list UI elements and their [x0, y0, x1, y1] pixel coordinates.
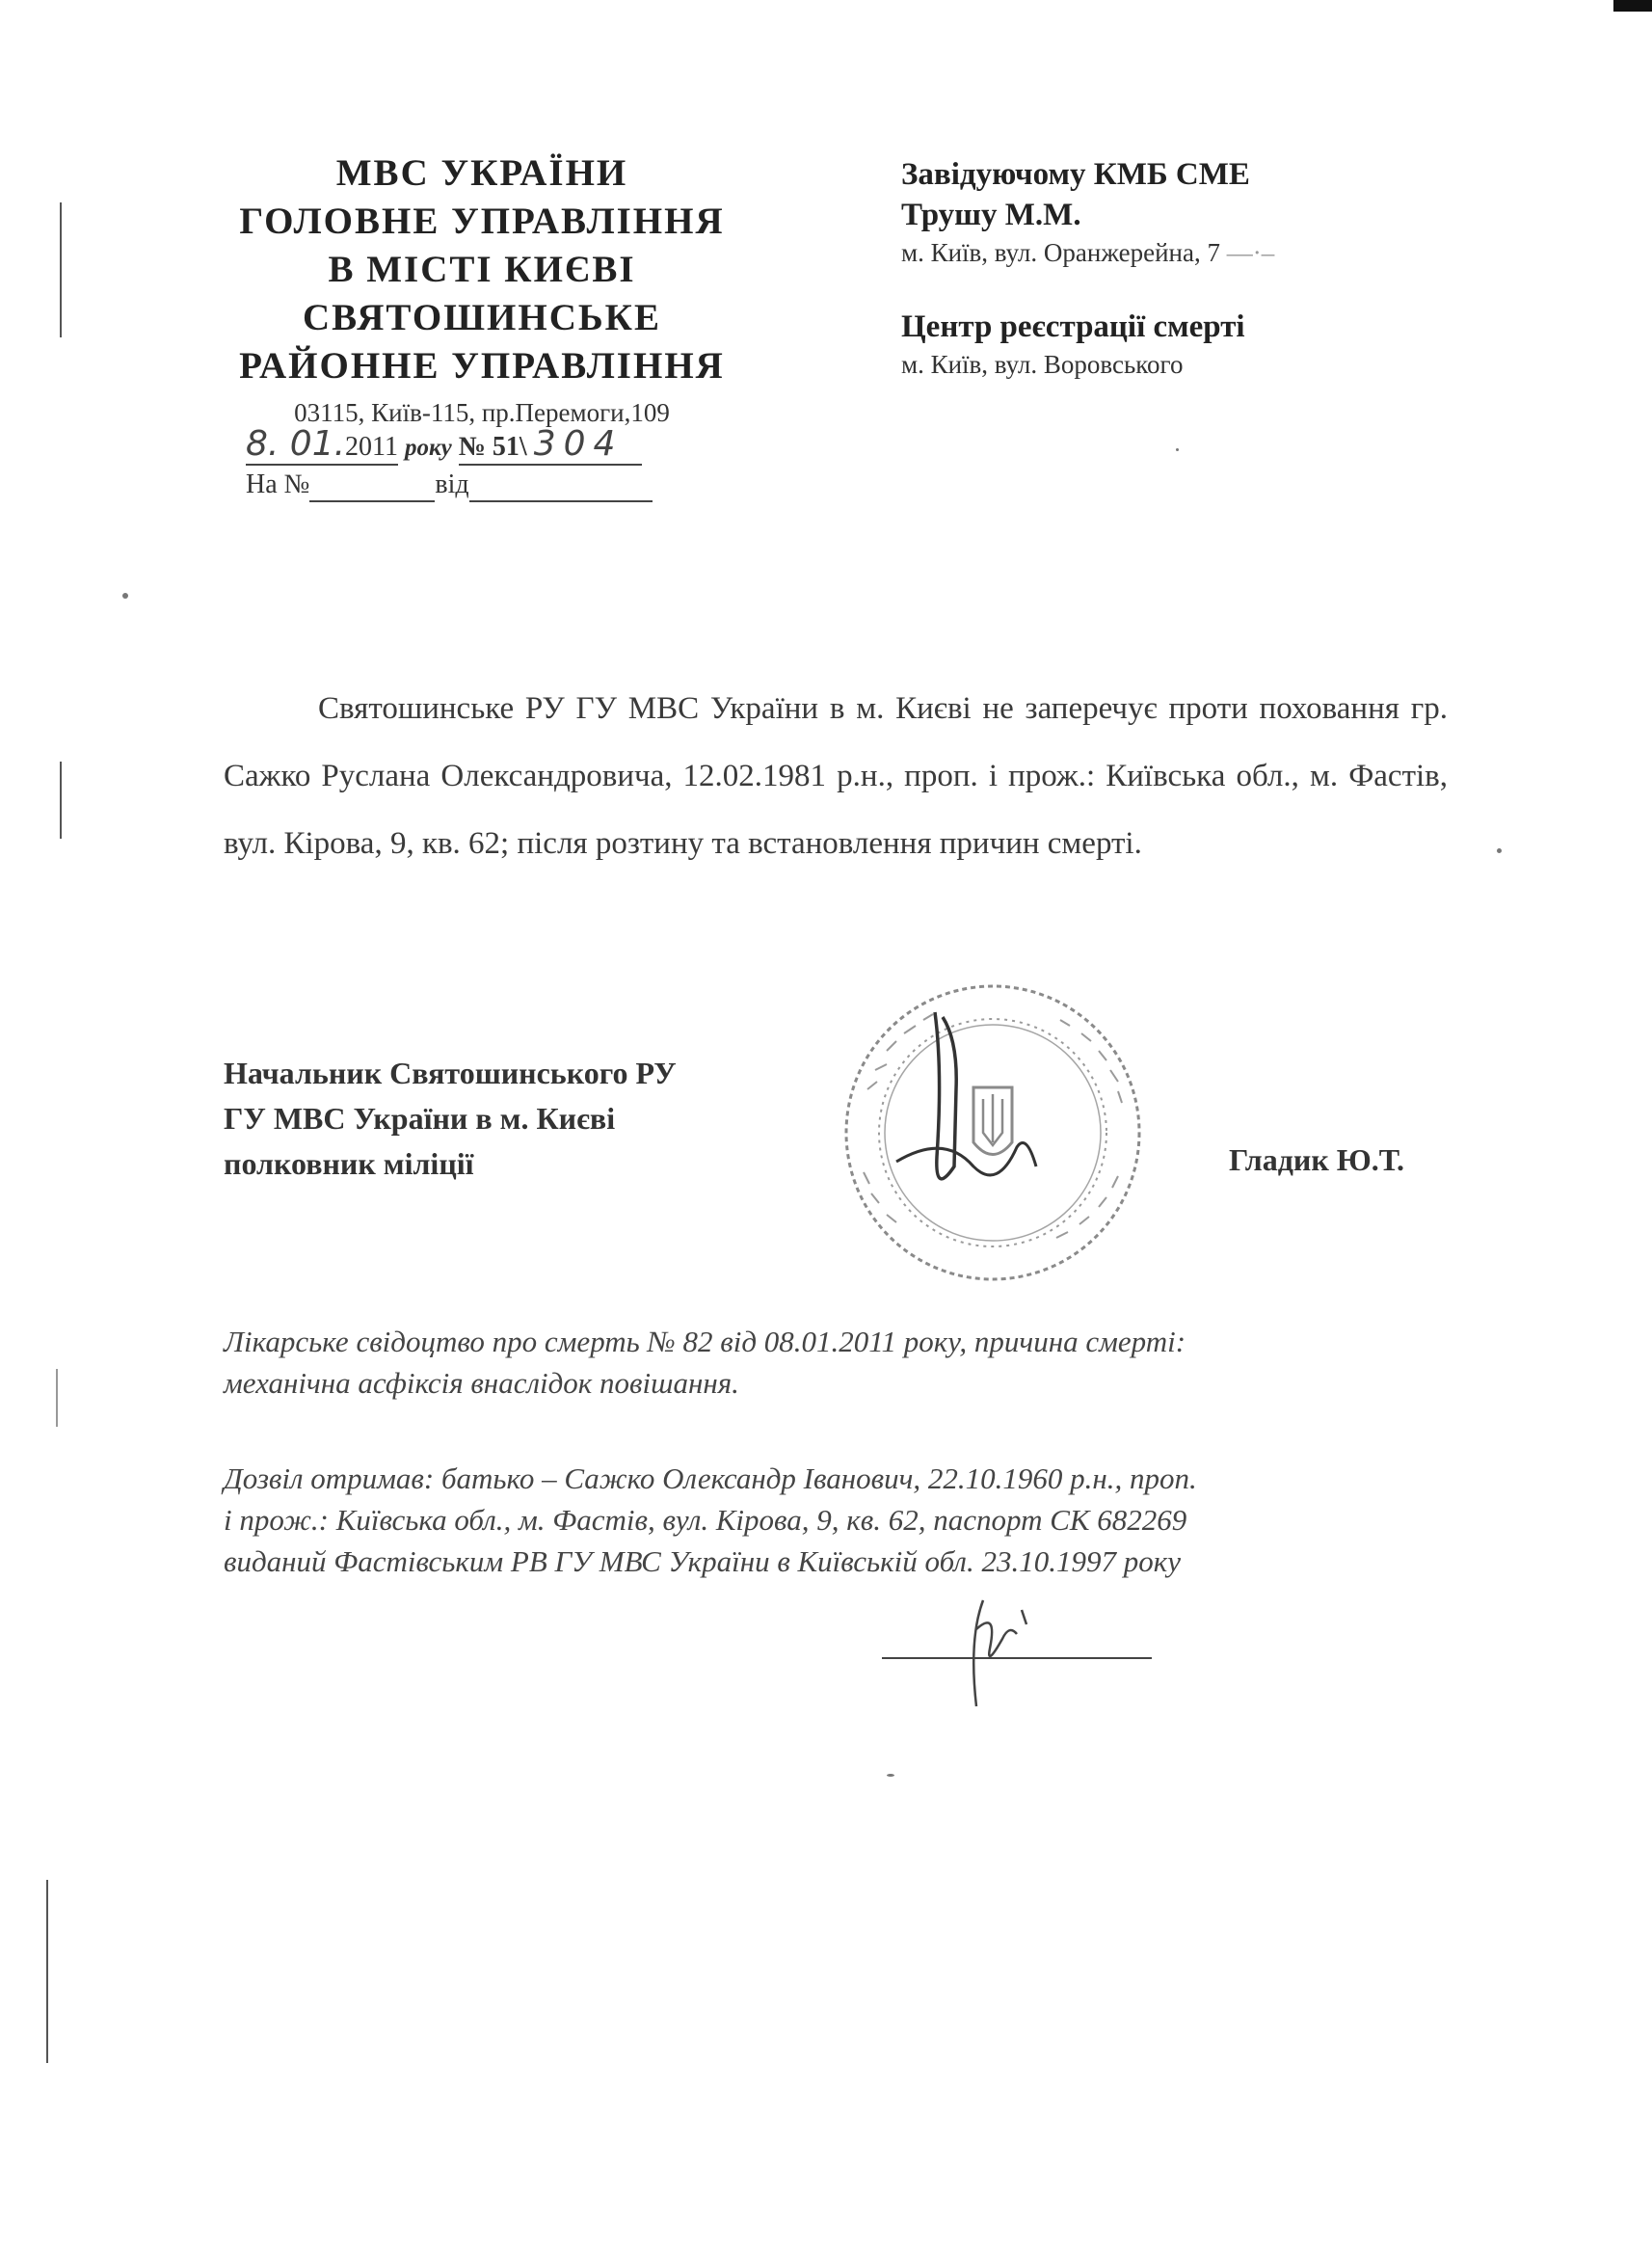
sender-line-city: В МІСТІ КИЄВІ — [328, 249, 636, 290]
scan-margin-line — [60, 202, 62, 337]
scan-speck — [887, 1774, 894, 1777]
reference-label: На № — [246, 469, 310, 499]
reference-date-blank — [469, 469, 653, 502]
sender-line-main-directorate: ГОЛОВНЕ УПРАВЛІННЯ — [239, 201, 725, 242]
permit-line-1: Дозвіл отримав: батько – Сажко Олександр Іванович, 22.10.1960 р.н., проп. — [224, 1461, 1197, 1495]
recipient-registry-address: м. Київ, вул. Воровського — [901, 350, 1184, 379]
scan-edge-artifact — [1613, 0, 1652, 12]
recipient-address: м. Київ, вул. Оранжерейна, 7 —·– — [901, 238, 1275, 267]
signer-position: Начальник Святошинського РУ — [224, 1056, 677, 1090]
registration-number-prefix: № 51\ — [458, 432, 527, 462]
reference-from-label: від — [435, 469, 469, 499]
sender-line-district-directorate: РАЙОННЕ УПРАВЛІННЯ — [239, 345, 725, 387]
permit-line-2: і прож.: Київська обл., м. Фастів, вул. Кірова, 9, кв. 62, паспорт СК 682269 — [224, 1503, 1187, 1537]
recipient-title: Завідуючому КМБ СМЕ — [901, 157, 1250, 192]
signer-name: Гладик Ю.Т. — [1229, 1142, 1404, 1177]
registration-line — [246, 424, 642, 466]
registration-year-suffix: року — [405, 435, 452, 461]
scan-speck — [1176, 448, 1179, 451]
sender-line-ministry: МВС УКРАЇНИ — [335, 152, 628, 194]
death-certificate-note — [224, 1321, 1477, 1404]
signer-rank: полковник міліції — [224, 1146, 474, 1181]
reference-line — [246, 469, 653, 502]
scan-margin-line — [56, 1369, 58, 1427]
body-paragraph: Святошинське РУ ГУ МВС України в м. Києві не заперечує проти поховання гр. Сажко Руслана Олександровича, 12.02.1981 р.н., проп. і прож.: Київська обл., м. Фастів, вул. Кірова, 9, кв. 62; після розтину та встановлення причин смерті. — [224, 691, 1448, 861]
sender-address: 03115, Київ-115, пр.Перемоги,109 — [294, 398, 670, 427]
sender-header — [193, 149, 771, 429]
certificate-line-1: Лікарське свідоцтво про смерть № 82 від 08.01.2011 року, причина смерті: — [224, 1325, 1186, 1358]
recipient-block — [901, 154, 1499, 382]
scan-speck — [122, 593, 128, 599]
registration-number-handwritten: 304 — [533, 424, 624, 464]
certificate-line-2: механічна асфіксія внаслідок повішання. — [224, 1366, 739, 1400]
scan-margin-line — [46, 1880, 48, 2063]
reference-number-blank — [309, 469, 435, 502]
registration-year: 2011 — [345, 432, 399, 462]
signer-block — [224, 1051, 821, 1187]
recipient-name: Трушу М.М. — [901, 198, 1081, 232]
registration-date-handwritten: 8. 01. — [246, 424, 346, 464]
signer-department: ГУ МВС України в м. Києві — [224, 1101, 616, 1136]
sender-line-district: СВЯТОШИНСЬКЕ — [303, 297, 661, 338]
receiver-signature — [882, 1591, 1171, 1716]
official-seal-stamp — [829, 974, 1157, 1292]
scan-margin-line — [60, 762, 62, 839]
permit-line-3: виданий Фастівським РВ ГУ МВС України в Київській обл. 23.10.1997 року — [224, 1544, 1181, 1578]
permit-note — [224, 1458, 1477, 1582]
recipient-registry: Центр реєстрації смерті — [901, 309, 1245, 344]
scan-speck — [1497, 848, 1502, 853]
